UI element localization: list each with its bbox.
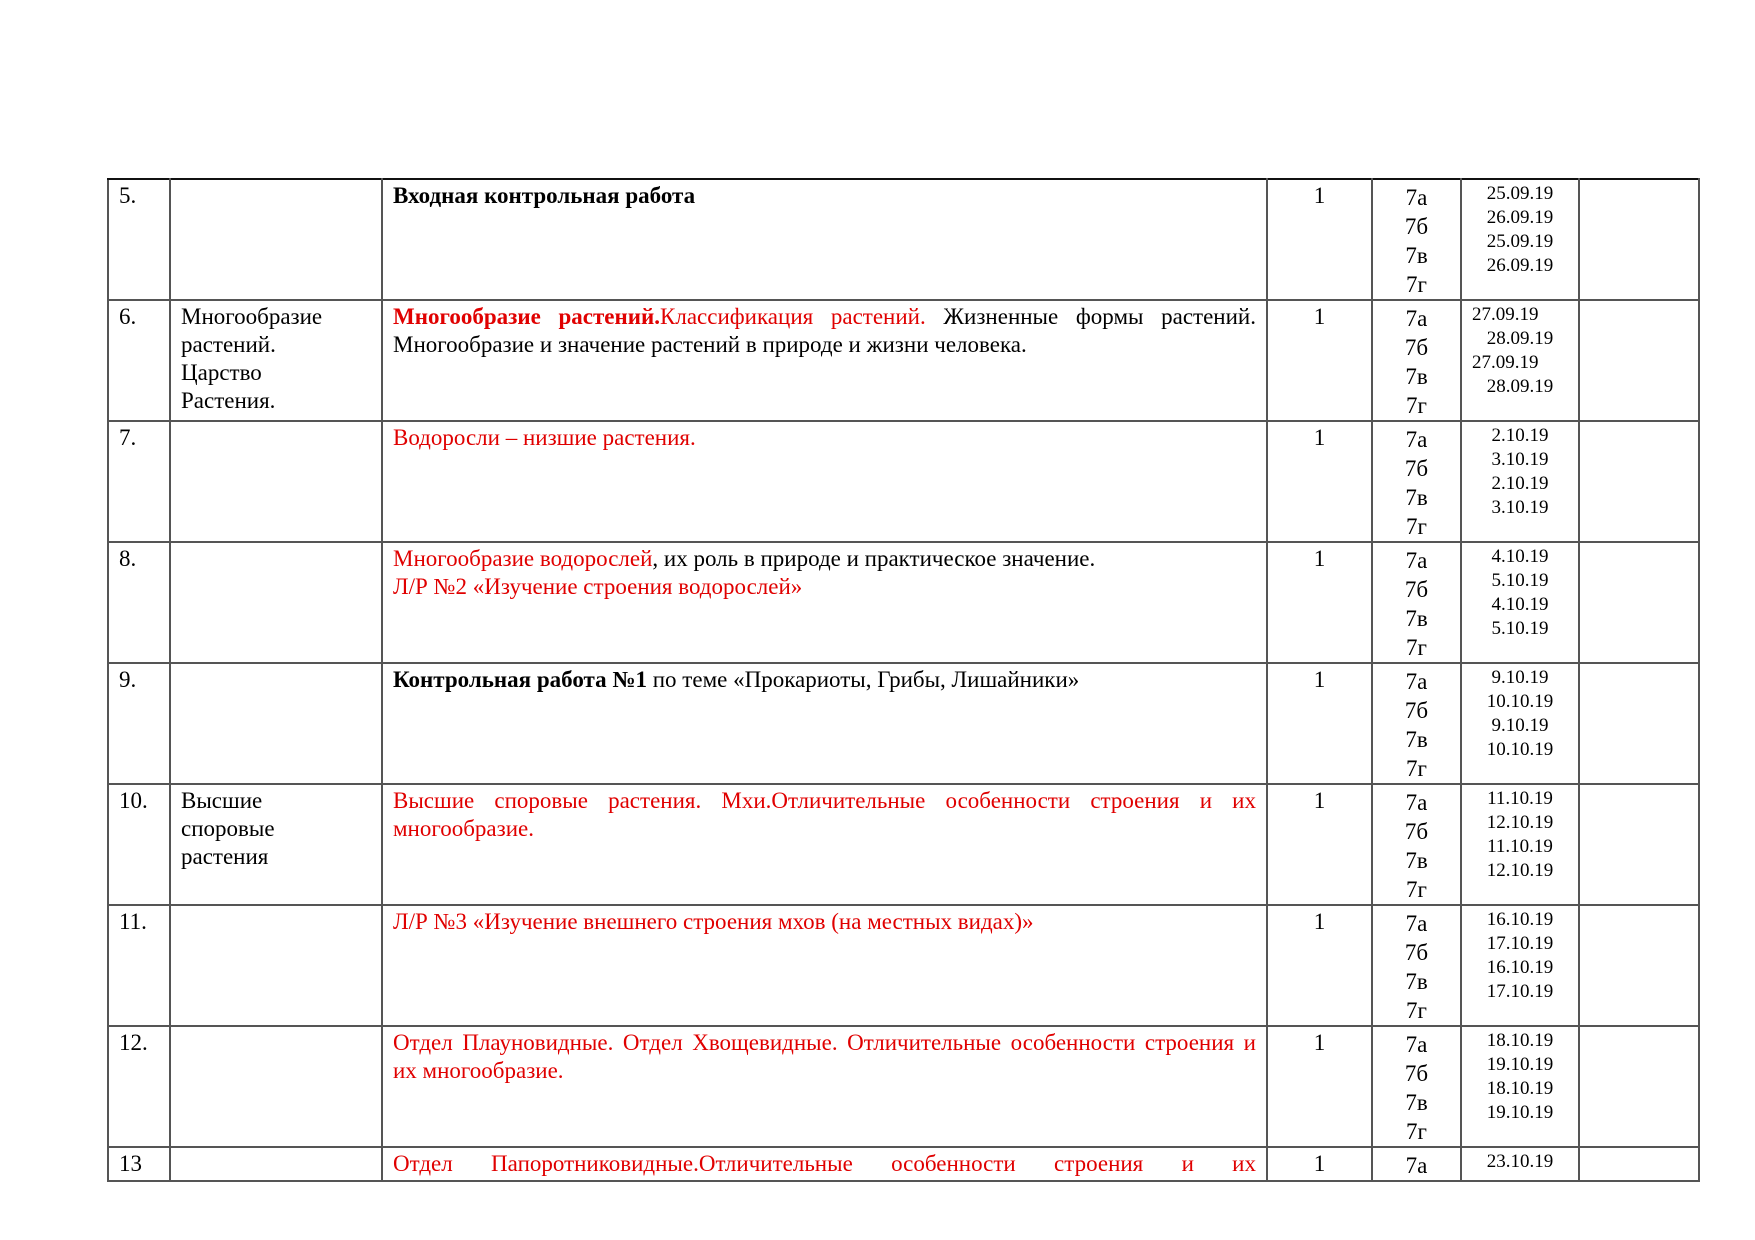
class-label: 7а bbox=[1405, 1153, 1428, 1178]
date-value: 17.10.19 bbox=[1486, 981, 1554, 1002]
dates-cell bbox=[1461, 300, 1579, 421]
section-cell bbox=[170, 300, 382, 421]
date-value: 19.10.19 bbox=[1486, 1102, 1554, 1123]
classes-cell bbox=[1372, 1147, 1461, 1181]
class-label: 7в bbox=[1405, 485, 1428, 510]
date-value: 16.10.19 bbox=[1486, 957, 1554, 978]
dates-cell bbox=[1461, 542, 1579, 663]
topic-cell bbox=[382, 542, 1267, 663]
date-value: 5.10.19 bbox=[1491, 570, 1549, 591]
topic-cell bbox=[382, 1026, 1267, 1147]
dates-cell bbox=[1461, 663, 1579, 784]
lesson-plan-table bbox=[107, 178, 1700, 1182]
section-line: Растения. bbox=[181, 388, 276, 413]
class-label: 7б bbox=[1404, 819, 1429, 844]
topic-text bbox=[393, 908, 1256, 936]
notes-cell bbox=[1579, 784, 1699, 905]
section-line: растения bbox=[181, 844, 269, 869]
dates-cell bbox=[1461, 905, 1579, 1026]
row-number-cell: 8. bbox=[108, 542, 170, 663]
hours-cell: 1 bbox=[1267, 1026, 1372, 1147]
dates-cell bbox=[1461, 179, 1579, 300]
section-line: Высшие bbox=[181, 788, 263, 813]
classes-cell bbox=[1372, 421, 1461, 542]
topic-cell bbox=[382, 300, 1267, 421]
row-number-cell: 12. bbox=[108, 1026, 170, 1147]
date-value: 3.10.19 bbox=[1491, 449, 1549, 470]
table-row bbox=[108, 1147, 1699, 1181]
class-label: 7г bbox=[1406, 877, 1427, 902]
class-label: 7г bbox=[1406, 998, 1427, 1023]
date-value: 28.09.19 bbox=[1486, 328, 1554, 349]
table-row bbox=[108, 179, 1699, 300]
date-value: 2.10.19 bbox=[1491, 473, 1549, 494]
section-cell bbox=[170, 542, 382, 663]
section-cell bbox=[170, 1147, 382, 1181]
topic-cell bbox=[382, 179, 1267, 300]
date-value: 12.10.19 bbox=[1486, 860, 1554, 881]
date-value: 10.10.19 bbox=[1486, 739, 1554, 760]
section-cell bbox=[170, 1026, 382, 1147]
classes-cell bbox=[1372, 784, 1461, 905]
class-label: 7г bbox=[1406, 272, 1427, 297]
dates-cell bbox=[1461, 784, 1579, 905]
row-number-cell: 9. bbox=[108, 663, 170, 784]
topic-segment: Многообразие водорослей bbox=[393, 546, 653, 571]
topic-text bbox=[393, 545, 1256, 573]
notes-cell bbox=[1579, 1026, 1699, 1147]
class-label: 7а bbox=[1405, 548, 1428, 573]
topic-text bbox=[393, 787, 1256, 843]
notes-cell bbox=[1579, 300, 1699, 421]
class-label: 7г bbox=[1406, 756, 1427, 781]
date-value: 28.09.19 bbox=[1486, 376, 1554, 397]
classes-cell bbox=[1372, 300, 1461, 421]
date-value: 18.10.19 bbox=[1486, 1030, 1554, 1051]
date-value: 3.10.19 bbox=[1491, 497, 1549, 518]
class-label: 7а bbox=[1405, 427, 1428, 452]
topic-segment: по теме «Прокариоты, Грибы, Лишайники» bbox=[647, 667, 1080, 692]
table-row bbox=[108, 784, 1699, 905]
table-row bbox=[108, 663, 1699, 784]
row-number-cell: 10. bbox=[108, 784, 170, 905]
class-label: 7б bbox=[1404, 1061, 1429, 1086]
class-label: 7б bbox=[1404, 940, 1429, 965]
topic-cell bbox=[382, 1147, 1267, 1181]
topic-text bbox=[393, 1150, 1256, 1178]
topic-cell bbox=[382, 663, 1267, 784]
hours-cell: 1 bbox=[1267, 1147, 1372, 1181]
row-number-cell: 13 bbox=[108, 1147, 170, 1181]
row-number-cell: 6. bbox=[108, 300, 170, 421]
date-value: 11.10.19 bbox=[1487, 836, 1553, 857]
notes-cell bbox=[1579, 542, 1699, 663]
hours-cell: 1 bbox=[1267, 663, 1372, 784]
class-label: 7г bbox=[1406, 393, 1427, 418]
class-label: 7в bbox=[1405, 969, 1428, 994]
hours-cell: 1 bbox=[1267, 784, 1372, 905]
section-line: Многообразие bbox=[181, 304, 323, 329]
table-row bbox=[108, 905, 1699, 1026]
topic-cell bbox=[382, 784, 1267, 905]
topic-text bbox=[393, 303, 1256, 359]
date-value: 9.10.19 bbox=[1491, 667, 1549, 688]
lesson-plan-body bbox=[108, 179, 1699, 1181]
dates-cell bbox=[1461, 1026, 1579, 1147]
class-label: 7г bbox=[1406, 635, 1427, 660]
section-cell bbox=[170, 421, 382, 542]
date-value: 26.09.19 bbox=[1486, 207, 1554, 228]
date-value: 25.09.19 bbox=[1486, 183, 1554, 204]
date-value: 23.10.19 bbox=[1486, 1151, 1554, 1172]
table-row bbox=[108, 1026, 1699, 1147]
hours-cell: 1 bbox=[1267, 300, 1372, 421]
topic-segment: Водоросли – низшие растения. bbox=[393, 425, 696, 450]
section-line: Царство bbox=[181, 360, 262, 385]
table-row bbox=[108, 421, 1699, 542]
classes-cell bbox=[1372, 179, 1461, 300]
dates-cell bbox=[1461, 1147, 1579, 1181]
classes-cell bbox=[1372, 905, 1461, 1026]
topic-text bbox=[393, 424, 1256, 452]
class-label: 7в bbox=[1405, 1090, 1428, 1115]
notes-cell bbox=[1579, 421, 1699, 542]
date-value: 5.10.19 bbox=[1491, 618, 1549, 639]
topic-segment: Л/Р №3 «Изучение внешнего строения мхов (на местных видах)» bbox=[393, 909, 1034, 934]
date-value: 4.10.19 bbox=[1491, 594, 1549, 615]
topic-segment: Классификация растений. bbox=[660, 304, 926, 329]
date-value: 27.09.19 bbox=[1472, 352, 1539, 373]
class-label: 7а bbox=[1405, 306, 1428, 331]
hours-cell: 1 bbox=[1267, 421, 1372, 542]
date-value: 19.10.19 bbox=[1486, 1054, 1554, 1075]
date-value: 9.10.19 bbox=[1491, 715, 1549, 736]
topic-text bbox=[393, 666, 1256, 694]
class-label: 7б bbox=[1404, 698, 1429, 723]
hours-cell: 1 bbox=[1267, 905, 1372, 1026]
date-value: 18.10.19 bbox=[1486, 1078, 1554, 1099]
class-label: 7г bbox=[1406, 514, 1427, 539]
date-value: 27.09.19 bbox=[1472, 304, 1539, 325]
topic-text bbox=[393, 182, 1256, 210]
class-label: 7а bbox=[1405, 790, 1428, 815]
class-label: 7в bbox=[1405, 848, 1428, 873]
topic-segment: Многообразие растений. bbox=[393, 304, 661, 329]
class-label: 7а bbox=[1405, 669, 1428, 694]
date-value: 16.10.19 bbox=[1486, 909, 1554, 930]
classes-cell bbox=[1372, 1026, 1461, 1147]
date-value: 26.09.19 bbox=[1486, 255, 1554, 276]
class-label: 7а bbox=[1405, 911, 1428, 936]
section-cell bbox=[170, 905, 382, 1026]
date-value: 12.10.19 bbox=[1486, 812, 1554, 833]
classes-cell bbox=[1372, 542, 1461, 663]
date-value: 17.10.19 bbox=[1486, 933, 1554, 954]
date-value: 10.10.19 bbox=[1486, 691, 1554, 712]
section-cell bbox=[170, 784, 382, 905]
class-label: 7б bbox=[1404, 335, 1429, 360]
topic-segment: Высшие споровые растения. Мхи.Отличительные особенности строения и их многообразие. bbox=[393, 788, 1256, 841]
class-label: 7в bbox=[1405, 727, 1428, 752]
table-row bbox=[108, 300, 1699, 421]
date-value: 11.10.19 bbox=[1487, 788, 1553, 809]
notes-cell bbox=[1579, 1147, 1699, 1181]
class-label: 7б bbox=[1404, 214, 1429, 239]
topic-text bbox=[393, 1029, 1256, 1085]
notes-cell bbox=[1579, 663, 1699, 784]
class-label: 7в bbox=[1405, 364, 1428, 389]
notes-cell bbox=[1579, 179, 1699, 300]
section-line: растений. bbox=[181, 332, 276, 357]
classes-cell bbox=[1372, 663, 1461, 784]
section-line: споровые bbox=[181, 816, 275, 841]
notes-cell bbox=[1579, 905, 1699, 1026]
class-label: 7б bbox=[1404, 577, 1429, 602]
topic-segment: , их роль в природе и практическое значение. bbox=[652, 546, 1096, 571]
topic-segment: Отдел Плауновидные. Отдел Хвощевидные. Отличительные особенности строения и их многообразие. bbox=[393, 1030, 1256, 1083]
topic-cell bbox=[382, 421, 1267, 542]
row-number-cell: 11. bbox=[108, 905, 170, 1026]
date-value: 4.10.19 bbox=[1491, 546, 1549, 567]
hours-cell: 1 bbox=[1267, 542, 1372, 663]
table-row bbox=[108, 542, 1699, 663]
class-label: 7а bbox=[1405, 1032, 1428, 1057]
topic-cell bbox=[382, 905, 1267, 1026]
topic-segment: Входная контрольная работа bbox=[393, 183, 696, 208]
hours-cell: 1 bbox=[1267, 179, 1372, 300]
class-label: 7в bbox=[1405, 606, 1428, 631]
class-label: 7в bbox=[1405, 243, 1428, 268]
topic-segment: Жизненные формы растений. Многообразие и значение растений в природе и жизни человека. bbox=[393, 304, 1256, 357]
class-label: 7г bbox=[1406, 1119, 1427, 1144]
lab-work-text: Л/Р №2 «Изучение строения водорослей» bbox=[393, 574, 803, 599]
dates-cell bbox=[1461, 421, 1579, 542]
topic-segment: Контрольная работа №1 bbox=[393, 667, 647, 692]
class-label: 7а bbox=[1405, 185, 1428, 210]
row-number-cell: 5. bbox=[108, 179, 170, 300]
section-cell bbox=[170, 663, 382, 784]
row-number-cell: 7. bbox=[108, 421, 170, 542]
topic-segment: Отдел Папоротниковидные.Отличительные особенности строения и их bbox=[393, 1151, 1256, 1176]
section-cell bbox=[170, 179, 382, 300]
date-value: 2.10.19 bbox=[1491, 425, 1549, 446]
class-label: 7б bbox=[1404, 456, 1429, 481]
date-value: 25.09.19 bbox=[1486, 231, 1554, 252]
